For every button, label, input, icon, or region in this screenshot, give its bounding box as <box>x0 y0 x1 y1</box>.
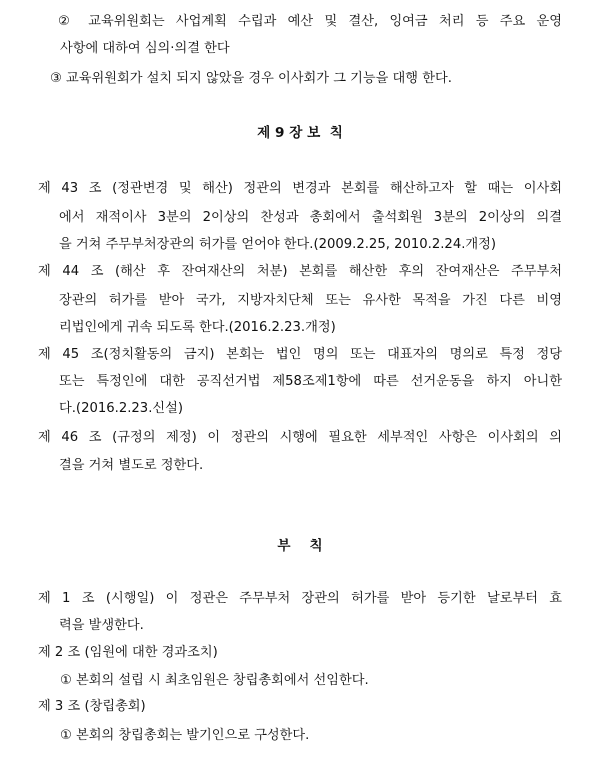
article-45-line-3: 다.(2016.2.23.신설) <box>59 401 184 416</box>
clause-item-2-line-1: ② 교육위원회는 사업계획 수립과 예산 및 결산, 잉여금 처리 등 주요 운영 <box>58 14 562 29</box>
supplementary-heading: 부 칙 <box>277 538 323 554</box>
article-43-line-3: 을 거쳐 주무부처장관의 허가를 얻어야 한다.(2009.2.25, 2010.2.24.개정) <box>59 237 497 252</box>
article-45-line-2: 또는 특정인에 대한 공직선거법 제58조제1항에 따른 선거운동을 하지 아니한 <box>59 374 562 389</box>
article-44-line-1: 제 44 조 (해산 후 잔여재산의 처분) 본회를 해산한 후의 잔여재산은 주무부처 <box>38 264 562 279</box>
article-44-line-2: 장관의 허가를 받아 국가, 지방자치단체 또는 유사한 목적을 가진 다른 비영 <box>59 293 562 308</box>
article-46-line-2: 결을 거쳐 별도로 정한다. <box>59 458 204 473</box>
supplementary-article-3-item-1: ① 본회의 창립총회는 발기인으로 구성한다. <box>60 728 310 743</box>
clause-item-2-line-2: 사항에 대하여 심의·의결 한다 <box>60 41 230 56</box>
chapter-9-heading: 제 9 장 보 칙 <box>257 125 343 141</box>
article-43-line-2: 에서 재적이사 3분의 2이상의 찬성과 총회에서 출석회원 3분의 2이상의 의결 <box>59 210 562 225</box>
article-46-line-1: 제 46 조 (규정의 제정) 이 정관의 시행에 필요한 세부적인 사항은 이사회의 의 <box>38 430 562 445</box>
clause-item-3: ③ 교육위원회가 설치 되지 않았을 경우 이사회가 그 기능을 대행 한다. <box>50 71 452 86</box>
supplementary-article-3-title: 제 3 조 (창립총회) <box>38 699 146 714</box>
supplementary-article-1-line-2: 력을 발생한다. <box>59 618 144 633</box>
supplementary-article-2-title: 제 2 조 (임원에 대한 경과조치) <box>38 645 218 660</box>
supplementary-article-1-line-1: 제 1 조 (시행일) 이 정관은 주무부처 장관의 허가를 받아 등기한 날로부터 효 <box>38 591 562 606</box>
supplementary-article-2-item-1: ① 본회의 설립 시 최초임원은 창립총회에서 선임한다. <box>60 673 369 688</box>
article-44-line-3: 리법인에게 귀속 되도록 한다.(2016.2.23.개정) <box>59 320 336 335</box>
article-45-line-1: 제 45 조(정치활동의 금지) 본회는 법인 명의 또는 대표자의 명의로 특정 정당 <box>38 347 562 362</box>
article-43-line-1: 제 43 조 (정관변경 및 해산) 정관의 변경과 본회를 해산하고자 할 때는 이사회 <box>38 181 562 196</box>
